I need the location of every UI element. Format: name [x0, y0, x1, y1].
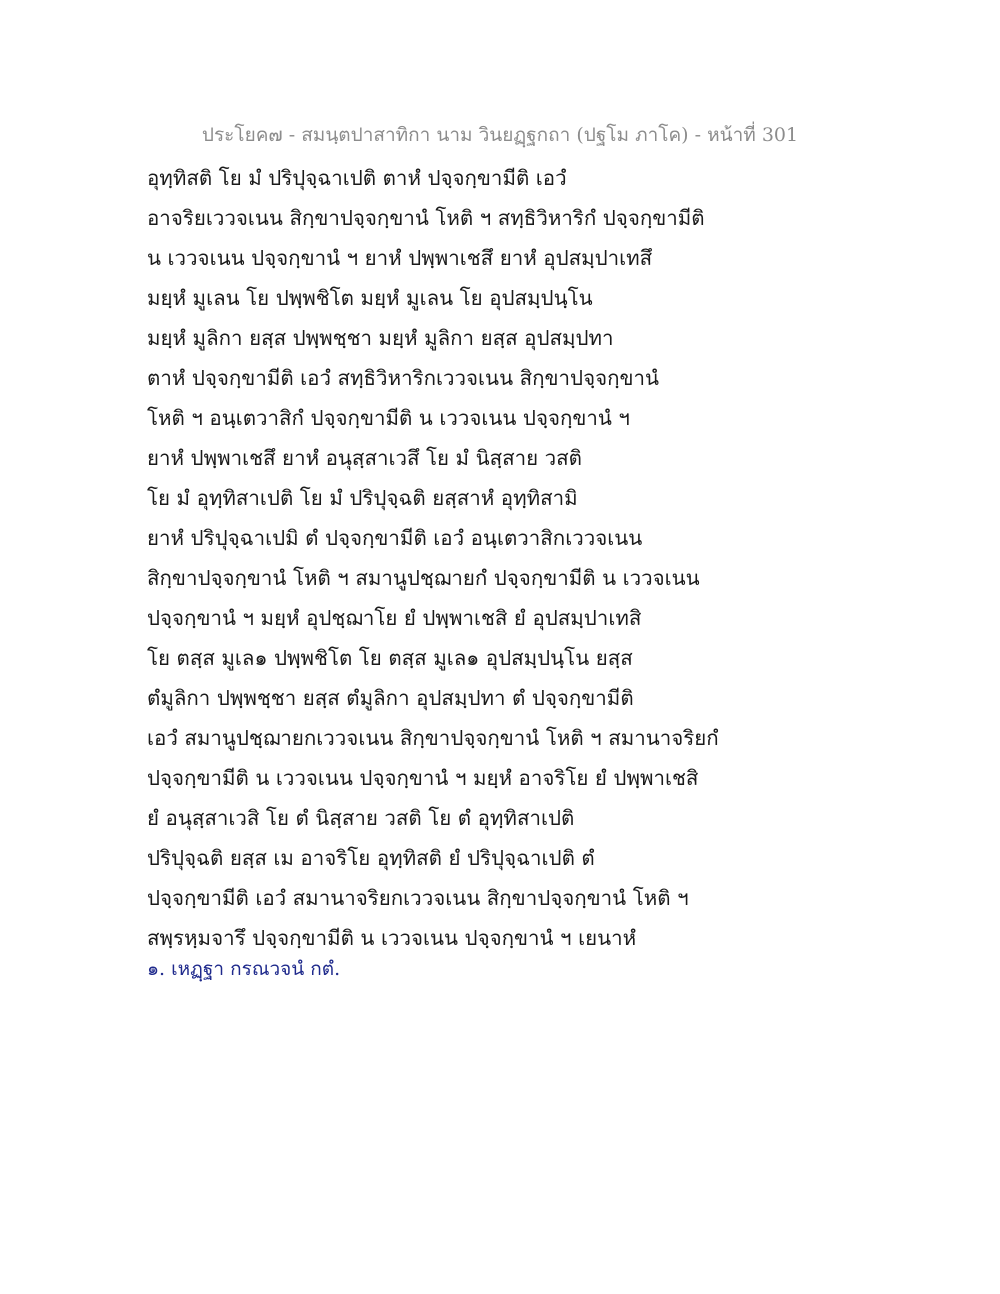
- text-line: ยาหํ ปพฺพาเชสึ ยาหํ อนุสฺสาเวสึ โย มํ นิสฺสาย วสติ: [147, 446, 582, 470]
- text-line: สพฺรหฺมจารึ ปจฺจกฺขามีติ น เววจเนน ปจฺจกฺขานํ ฯ เยนาหํ: [147, 926, 637, 950]
- page-header: ประโยค๗ - สมนฺตปาสาทิกา นาม วินยฏฺฐกถา (ปฐโม ภาโค) - หน้าที่ 301: [201, 124, 799, 146]
- body-text: [147, 158, 719, 958]
- text-line: อุทฺทิสติ โย มํ ปริปุจฺฉาเปติ ตาหํ ปจฺจกฺขามีติ เอวํ: [147, 166, 567, 190]
- text-line: มยฺหํ มูเลน โย ปพฺพชิโต มยฺหํ มูเลน โย อุปสมฺปนฺโน: [147, 286, 593, 310]
- text-line: ตํมูลิกา ปพฺพชฺชา ยสฺส ตํมูลิกา อุปสมฺปทา ตํ ปจฺจกฺขามีติ: [147, 686, 634, 710]
- text-line: เอวํ สมานูปชฺฌายกเววจเนน สิกฺขาปจฺจกฺขานํ โหติ ฯ สมานาจริยกํ: [147, 726, 719, 750]
- text-line: ตาหํ ปจฺจกฺขามีติ เอวํ สทฺธิวิหาริกเววจเนน สิกฺขาปจฺจกฺขานํ: [147, 366, 660, 390]
- text-line: อาจริยเววจเนน สิกฺขาปจฺจกฺขานํ โหติ ฯ สทฺธิวิหาริกํ ปจฺจกฺขามีติ: [147, 206, 705, 230]
- text-line: ปจฺจกฺขามีติ เอวํ สมานาจริยกเววจเนน สิกฺขาปจฺจกฺขานํ โหติ ฯ: [147, 886, 689, 910]
- text-line: ยาหํ ปริปุจฺฉาเปมิ ตํ ปจฺจกฺขามีติ เอวํ อนฺเตวาสิกเววจเนน: [147, 526, 643, 550]
- text-line: โย ตสฺส มูเล๑ ปพฺพชิโต โย ตสฺส มูเล๑ อุปสมฺปนฺโน ยสฺส: [147, 646, 633, 670]
- text-line: ปจฺจกฺขามีติ น เววจเนน ปจฺจกฺขานํ ฯ มยฺหํ อาจริโย ยํ ปพฺพาเชสิ: [147, 766, 699, 790]
- text-line: น เววจเนน ปจฺจกฺขานํ ฯ ยาหํ ปพฺพาเชสึ ยาหํ อุปสมฺปาเทสึ: [147, 246, 653, 270]
- text-line: โหติ ฯ อนฺเตวาสิกํ ปจฺจกฺขามีติ น เววจเนน ปจฺจกฺขานํ ฯ: [147, 406, 630, 430]
- text-line: ยํ อนุสฺสาเวสิ โย ตํ นิสฺสาย วสติ โย ตํ อุทฺทิสาเปติ: [147, 806, 575, 830]
- text-line: สิกฺขาปจฺจกฺขานํ โหติ ฯ สมานูปชฺฌายกํ ปจฺจกฺขามีติ น เววจเนน: [147, 566, 700, 590]
- text-line: ปจฺจกฺขานํ ฯ มยฺหํ อุปชฺฌาโย ยํ ปพฺพาเชสิ ยํ อุปสมฺปาเทสิ: [147, 606, 642, 630]
- footnote: ๑. เหฏฺฐา กรณวจนํ กตํ.: [147, 958, 341, 980]
- text-line: ปริปุจฺฉติ ยสฺส เม อาจริโย อุทฺทิสติ ยํ ปริปุจฺฉาเปติ ตํ: [147, 846, 595, 870]
- text-line: โย มํ อุทฺทิสาเปติ โย มํ ปริปุจฺฉติ ยสฺสาหํ อุทฺทิสามิ: [147, 486, 578, 510]
- text-line: มยฺหํ มูลิกา ยสฺส ปพฺพชฺชา มยฺหํ มูลิกา ยสฺส อุปสมฺปทา: [147, 326, 614, 350]
